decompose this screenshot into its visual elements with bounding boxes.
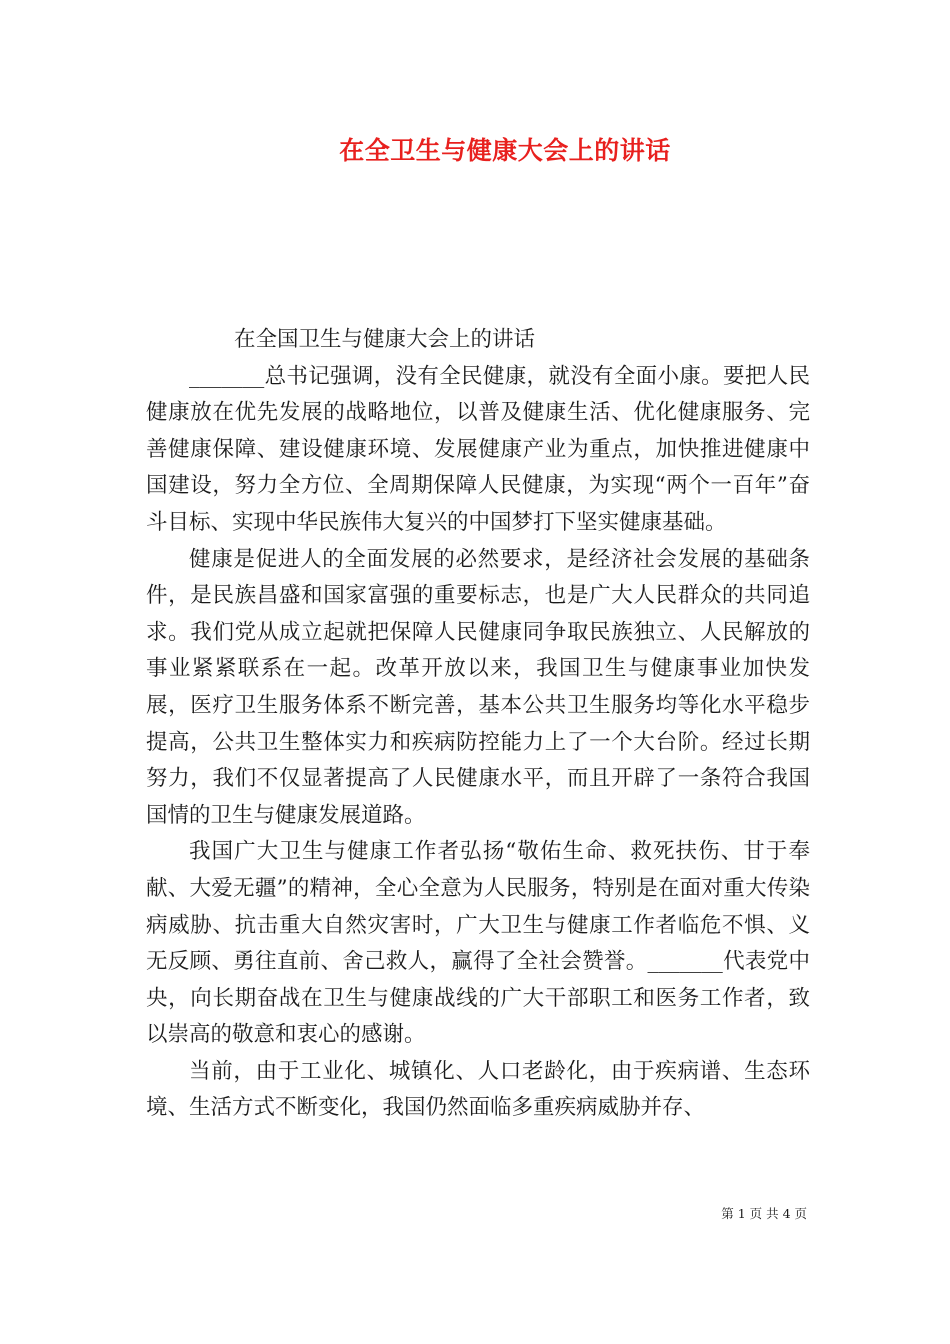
page-number-footer: 第 1 页 共 4 页 — [721, 1206, 807, 1221]
document-body — [146, 322, 810, 1127]
paragraph-3: 我国广大卫生与健康工作者弘扬“敬佑生命、救死扶伤、甘于奉献、大爱无疆”的精神，全心全意为人民服务，特别是在面对重大传染病威胁、抗击重大自然灾害时，广大卫生与健康工作者临危不惧、义无反顾、勇往直前、舍己救人，赢得了全社会赞誉。_______代表党中央，向长期奋战在卫生与健康战线的广大干部职工和医务工作者，致以崇高的敬意和衷心的感谢。 — [146, 839, 810, 1048]
document-subtitle: 在全国卫生与健康大会上的讲话 — [234, 327, 536, 352]
paragraph-1: _______总书记强调，没有全民健康，就没有全面小康。要把人民健康放在优先发展的战略地位，以普及健康生活、优化健康服务、完善健康保障、建设健康环境、发展健康产业为重点，加快推进健康中国建设，努力全方位、全周期保障人民健康，为实现“两个一百年”奋斗目标、实现中华民族伟大复兴的中国梦打下坚实健康基础。 — [146, 363, 810, 535]
paragraph-2: 健康是促进人的全面发展的必然要求，是经济社会发展的基础条件，是民族昌盛和国家富强的重要标志，也是广大人民群众的共同追求。我们党从成立起就把保障人民健康同争取民族独立、人民解放的事业紧紧联系在一起。改革开放以来，我国卫生与健康事业加快发展，医疗卫生服务体系不断完善，基本公共卫生服务均等化水平稳步提高，公共卫生整体实力和疾病防控能力上了一个大台阶。经过长期努力，我们不仅显著提高了人民健康水平，而且开辟了一条符合我国国情的卫生与健康发展道路。 — [146, 546, 810, 828]
document-title: 在全卫生与健康大会上的讲话 — [339, 136, 671, 165]
paragraph-4: 当前，由于工业化、城镇化、人口老龄化，由于疾病谱、生态环境、生活方式不断变化，我国仍然面临多重疾病威胁并存、 — [146, 1058, 810, 1121]
